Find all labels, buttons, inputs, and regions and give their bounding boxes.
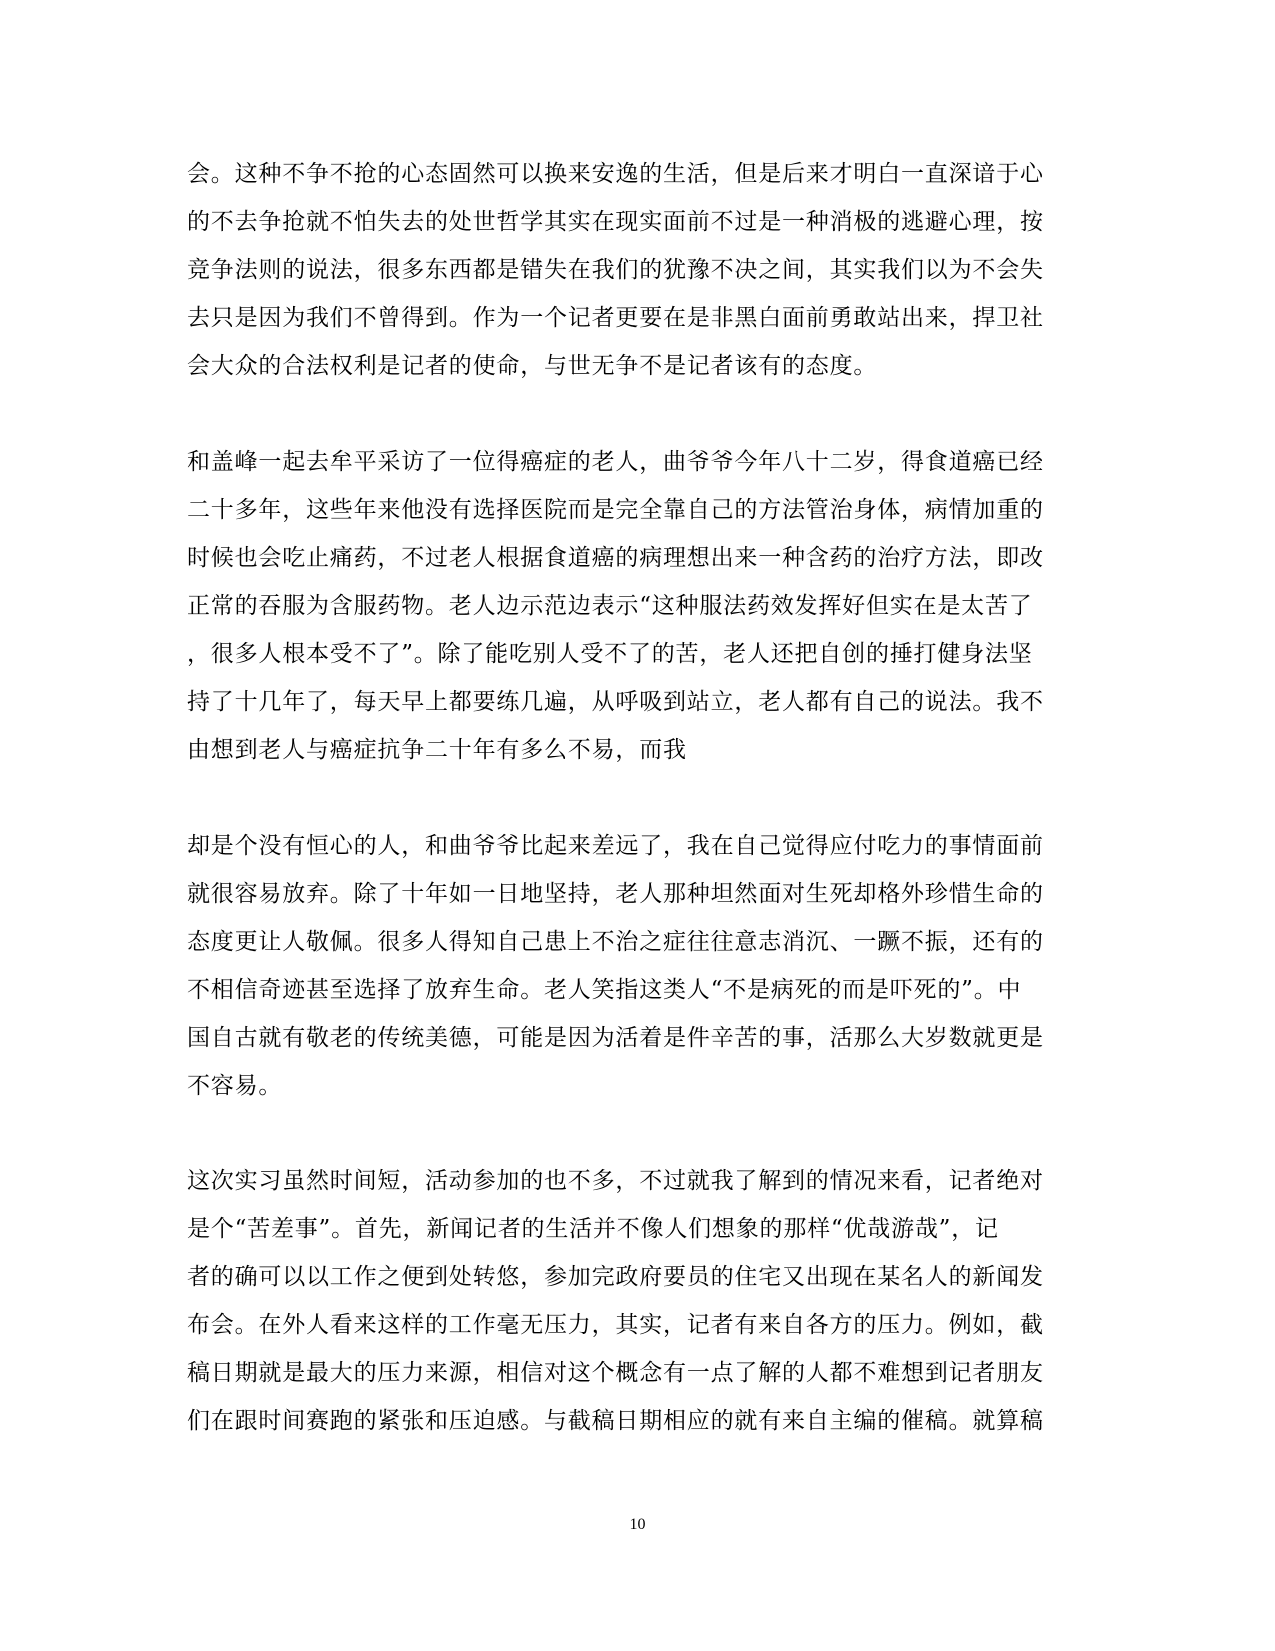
- text-line: 却是个没有恒心的人，和曲爷爷比起来差远了，我在自己觉得应付吃力的事情面前: [187, 833, 1044, 859]
- text-line: 不容易。: [187, 1073, 283, 1099]
- text-line: 的不去争抢就不怕失去的处世哲学其实在现实面前不过是一种消极的逃避心理，按: [187, 209, 1044, 235]
- text-line: 稿日期就是最大的压力来源，相信对这个概念有一点了解的人都不难想到记者朋友: [187, 1360, 1044, 1386]
- text-line: ，很多人根本受不了”。除了能吃别人受不了的苦，老人还把自创的捶打健身法坚: [187, 641, 1033, 667]
- text-line: 者的确可以以工作之便到处转悠，参加完政府要员的住宅又出现在某名人的新闻发: [187, 1264, 1044, 1290]
- text-line: 态度更让人敬佩。很多人得知自己患上不治之症往往意志消沉、一蹶不振，还有的: [187, 929, 1044, 955]
- paragraph-1: [187, 150, 1044, 390]
- paragraph-2: [187, 438, 1044, 774]
- text-line: 会大众的合法权利是记者的使命，与世无争不是记者该有的态度。: [187, 353, 878, 379]
- text-line: 竞争法则的说法，很多东西都是错失在我们的犹豫不决之间，其实我们以为不会失: [187, 257, 1044, 283]
- text-line: 不相信奇迹甚至选择了放弃生命。老人笑指这类人“不是病死的而是吓死的”。中: [187, 977, 1022, 1003]
- text-line: 会。这种不争不抢的心态固然可以换来安逸的生活，但是后来才明白一直深谙于心: [187, 161, 1044, 187]
- text-line: 们在跟时间赛跑的紧张和压迫感。与截稿日期相应的就有来自主编的催稿。就算稿: [187, 1408, 1044, 1434]
- text-line: 去只是因为我们不曾得到。作为一个记者更要在是非黑白面前勇敢站出来，捍卫社: [187, 305, 1044, 331]
- text-line: 由想到老人与癌症抗争二十年有多么不易，而我: [187, 737, 687, 763]
- text-line: 正常的吞服为含服药物。老人边示范边表示“这种服法药效发挥好但实在是太苦了: [187, 593, 1033, 619]
- paragraph-3: [187, 822, 1044, 1110]
- text-line: 国自古就有敬老的传统美德，可能是因为活着是件辛苦的事，活那么大岁数就更是: [187, 1025, 1044, 1051]
- page-number: 10: [629, 1516, 646, 1533]
- paragraph-4: [187, 1157, 1044, 1445]
- text-line: 就很容易放弃。除了十年如一日地坚持，老人那种坦然面对生死却格外珍惜生命的: [187, 881, 1044, 907]
- text-line: 持了十几年了，每天早上都要练几遍，从呼吸到站立，老人都有自己的说法。我不: [187, 689, 1044, 715]
- text-line: 时候也会吃止痛药，不过老人根据食道癌的病理想出来一种含药的治疗方法，即改: [187, 545, 1044, 571]
- text-line: 是个“苦差事”。首先，新闻记者的生活并不像人们想象的那样“优哉游哉”，记: [187, 1216, 999, 1242]
- text-line: 和盖峰一起去牟平采访了一位得癌症的老人，曲爷爷今年八十二岁，得食道癌已经: [187, 449, 1044, 475]
- text-line: 二十多年，这些年来他没有选择医院而是完全靠自己的方法管治身体，病情加重的: [187, 497, 1044, 523]
- text-line: 这次实习虽然时间短，活动参加的也不多，不过就我了解到的情况来看，记者绝对: [187, 1168, 1044, 1194]
- text-line: 布会。在外人看来这样的工作毫无压力，其实，记者有来自各方的压力。例如，截: [187, 1312, 1044, 1338]
